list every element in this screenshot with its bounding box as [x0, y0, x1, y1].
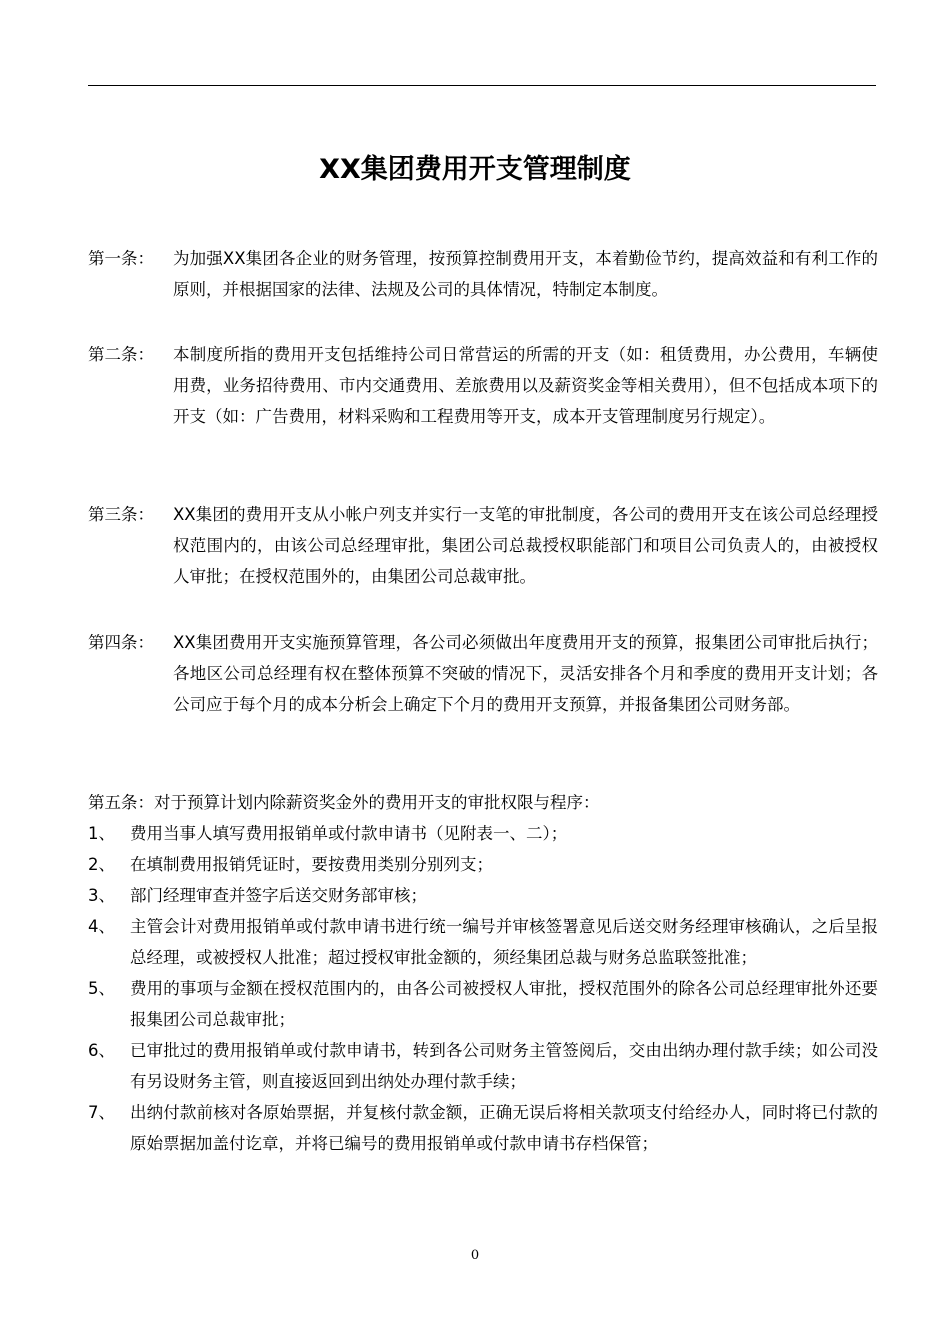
list-item-text: 主管会计对费用报销单或付款申请书进行统一编号并审核签署意见后送交财务经理审核确认，之后呈报总经理，或被授权人批准；超过授权审批金额的，须经集团总裁与财务总监联签批准； — [130, 917, 878, 967]
list-item-text: 费用的事项与金额在授权范围内的，由各公司被授权人审批，授权范围外的除各公司总经理审批外还要报集团公司总裁审批； — [130, 979, 878, 1029]
list-item — [88, 849, 878, 880]
list-item — [88, 880, 878, 911]
list-item-number: 6、 — [88, 1041, 115, 1060]
page-number: 0 — [470, 1248, 480, 1263]
list-item — [88, 911, 878, 973]
list-item — [88, 1097, 878, 1159]
article-2 — [88, 339, 878, 432]
article-3-text: XX集团的费用开支从小帐户列支并实行一支笔的审批制度，各公司的费用开支在该公司总经理授权范围内的，由该公司总经理审批，集团公司总裁授权职能部门和项目公司负责人的，由被授权人审批；在授权范围外的，由集团公司总裁审批。 — [173, 505, 878, 586]
procedure-list — [88, 818, 878, 1159]
list-item-number: 5、 — [88, 979, 115, 998]
list-item-text: 在填制费用报销凭证时，要按费用类别分别列支； — [130, 855, 493, 874]
document-title: XX集团费用开支管理制度 — [319, 154, 631, 185]
article-4-label: 第四条： — [88, 633, 154, 652]
header-rule — [88, 85, 876, 86]
list-item — [88, 818, 878, 849]
article-3-label: 第三条： — [88, 505, 154, 524]
article-5-text: 对于预算计划内除薪资奖金外的费用开支的审批权限与程序： — [154, 793, 600, 812]
article-4-text: XX集团费用开支实施预算管理，各公司必须做出年度费用开支的预算，报集团公司审批后执行；各地区公司总经理有权在整体预算不突破的情况下，灵活安排各个月和季度的费用开支计划；各公司应于每个月的成本分析会上确定下个月的费用开支预算，并报备集团公司财务部。 — [173, 633, 878, 714]
list-item-text: 部门经理审查并签字后送交财务部审核； — [130, 886, 427, 905]
list-item-number: 2、 — [88, 855, 115, 874]
article-1 — [88, 243, 878, 305]
list-item-text: 出纳付款前核对各原始票据，并复核付款金额，正确无误后将相关款项支付给经办人，同时将已付款的原始票据加盖付讫章，并将已编号的费用报销单或付款申请书存档保管； — [130, 1103, 878, 1153]
article-5-label: 第五条： — [88, 793, 154, 812]
article-2-text: 本制度所指的费用开支包括维持公司日常营运的所需的开支（如：租赁费用，办公费用，车辆使用费，业务招待费用、市内交通费用、差旅费用以及薪资奖金等相关费用），但不包括成本项下的开支（如：广告费用，材料采购和工程费用等开支，成本开支管理制度另行规定）。 — [173, 345, 878, 426]
list-item-number: 3、 — [88, 886, 115, 905]
list-item-number: 4、 — [88, 917, 115, 936]
article-5 — [88, 787, 878, 818]
list-item-number: 1、 — [88, 824, 115, 843]
article-3 — [88, 499, 878, 592]
article-1-label: 第一条： — [88, 249, 154, 268]
article-2-label: 第二条： — [88, 345, 154, 364]
list-item-text: 已审批过的费用报销单或付款申请书，转到各公司财务主管签阅后，交由出纳办理付款手续；如公司没有另设财务主管，则直接返回到出纳处办理付款手续； — [130, 1041, 878, 1091]
list-item-text: 费用当事人填写费用报销单或付款申请书（见附表一、二）； — [130, 824, 568, 843]
list-item — [88, 1035, 878, 1097]
article-4 — [88, 627, 878, 720]
list-item-number: 7、 — [88, 1103, 115, 1122]
article-1-text: 为加强XX集团各企业的财务管理，按预算控制费用开支，本着勤俭节约，提高效益和有利工作的原则，并根据国家的法律、法规及公司的具体情况，特制定本制度。 — [173, 249, 878, 299]
list-item — [88, 973, 878, 1035]
